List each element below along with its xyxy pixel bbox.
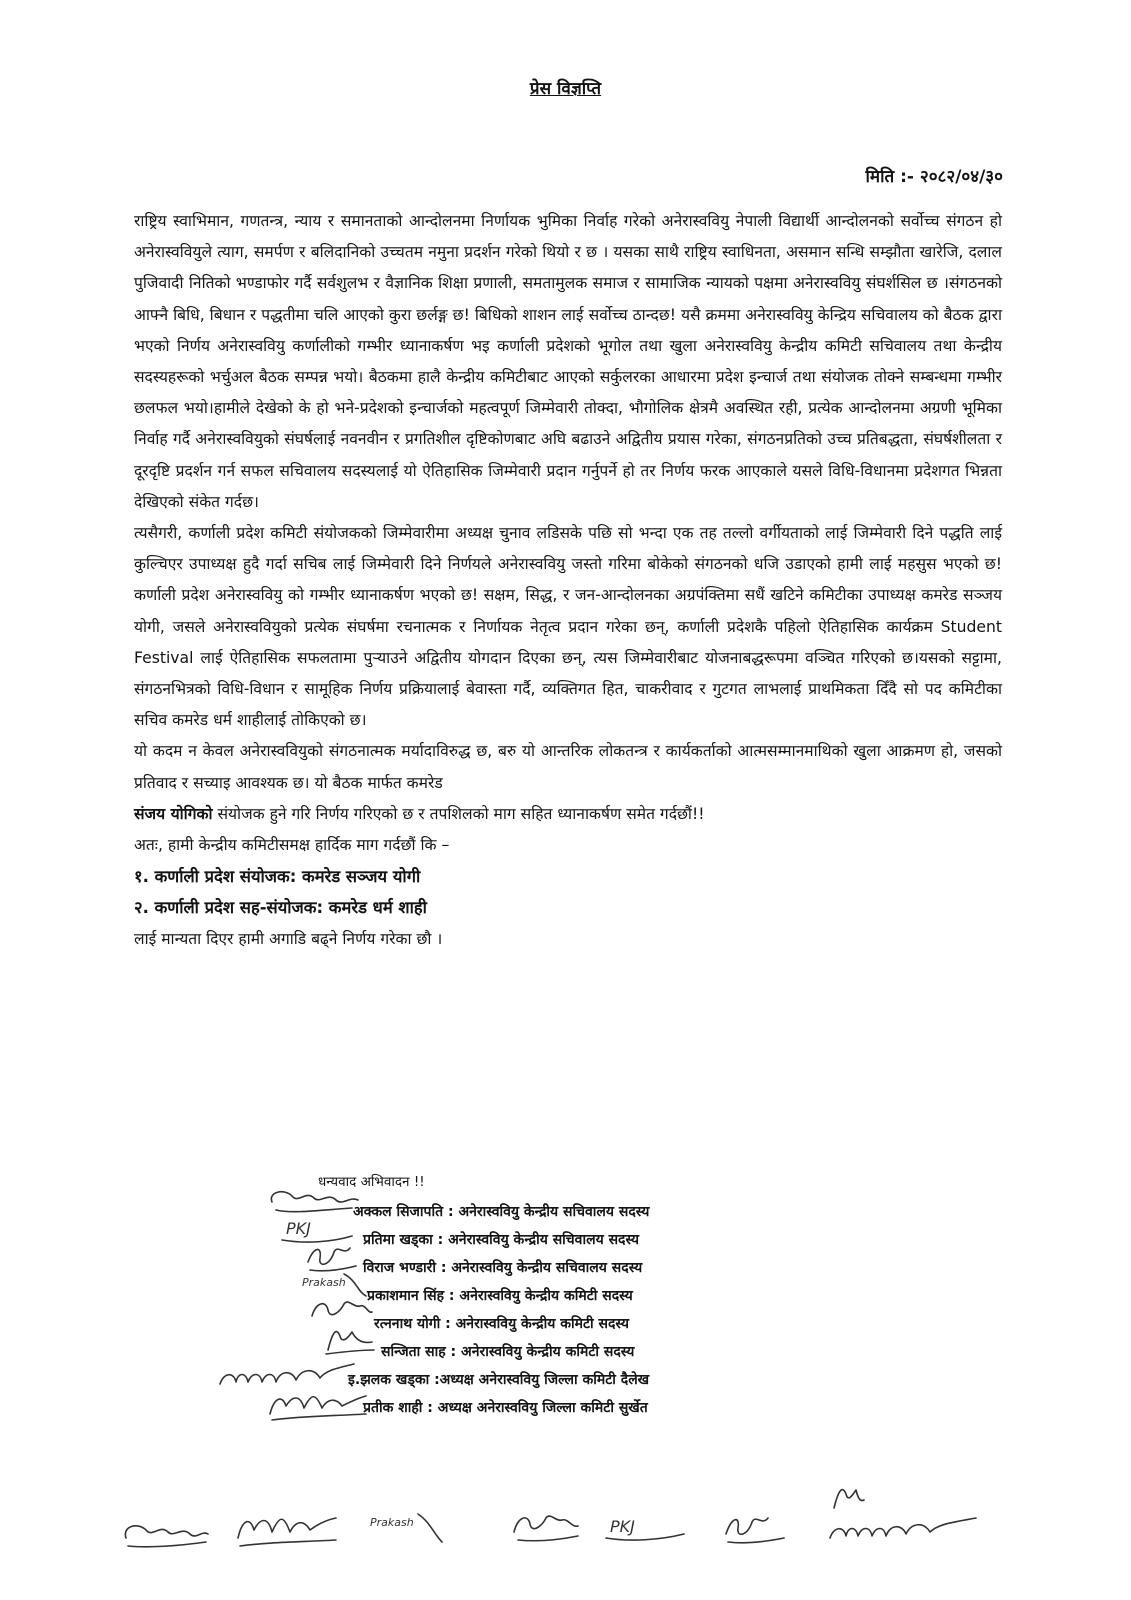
- signer-3: विराज भण्डारी : अनेरास्ववियु केन्द्रीय सचिवालय सदस्य: [363, 1260, 643, 1276]
- conclusion-text: लाई मान्यता दिएर हामी अगाडि बढ्ने निर्णय गरेका छौ ।: [134, 929, 443, 948]
- svg-text:Prakash: Prakash: [302, 1276, 346, 1289]
- svg-text:PKJ: PKJ: [610, 1517, 635, 1536]
- document-title: प्रेस विज्ञप्ति: [529, 79, 602, 99]
- svg-text:Prakash: Prakash: [370, 1516, 414, 1529]
- bottom-signature-3: [508, 1506, 584, 1546]
- svg-text:PKJ: PKJ: [286, 1219, 311, 1238]
- demand-2: २. कर्णाली प्रदेश सह-संयोजक: कमरेड धर्म शाही: [134, 898, 427, 918]
- paragraph-3-tail: संयोजक हुने गरि निर्णय गरिएको छ र तपशिलको माग सहित ध्यानाकर्षण समेत गर्दछौं!!: [212, 804, 705, 823]
- paragraph-4: अतः, हामी केन्द्रीय कमिटीसमक्ष हार्दिक माग गर्दछौं कि –: [134, 836, 450, 855]
- closing-greeting: धन्यवाद अभिवादन !!: [318, 1174, 425, 1190]
- demand-1: १. कर्णाली प्रदेश संयोजक: कमरेड सञ्जय योगी: [134, 867, 421, 887]
- signature-scribble-4: [318, 1320, 378, 1356]
- bottom-signature-5: [826, 1480, 866, 1514]
- signer-8: प्रतीक शाही : अध्यक्ष अनेरास्ववियु जिल्ला कमिटी सुर्खेत: [363, 1400, 648, 1416]
- bottom-signature-2: [230, 1506, 340, 1550]
- bottom-signature-4: [718, 1506, 790, 1546]
- paragraph-3-bold-name: संजय योगिको: [134, 804, 213, 823]
- paragraph-1: राष्ट्रिय स्वाभिमान, गणतन्त्र, न्याय र समानताको आन्दोलनमा निर्णायक भुमिका निर्वाह गरेको अनेरास्ववियु नेपाली विद्यार्थी आन्दोलनको सर्वोच्च संगठन हो अनेरास्ववियुले त्याग, समर्पण र बलिदानिको उच्चतम नमुना प्रदर्शन गरेको थियो र छ । यसका साथै राष्ट्रिय स्वाधिनता, असमान सन्धि सम्झौता खारेजि, दलाल पुजिवादी नितिको भण्डाफोर गर्दै सर्वशुलभ र वैज्ञानिक शिक्षा प्रणाली, समतामुलक समाज र सामाजिक न्यायको पक्षमा अनेरास्ववियु संघर्शसिल छ ।संगठनको आफ्नै बिधि, बिधान र पद्धतीमा चलि आएको कुरा छर्लङ्ग छ! बिधिको शाशन लाई सर्वोच्च ठान्दछ! यसै क्रममा अनेरास्ववियु केन्द्रिय सचिवालय को बैठक द्वारा भएको निर्णय अनेरास्ववियु कर्णालीको गम्भीर ध्यानाकर्षण भइ कर्णाली प्रदेशको भूगोल तथा खुला अनेरास्ववियु केन्द्रीय कमिटी सचिवालय तथा केन्द्रीय सदस्यहरूको भर्चुअल बैठक सम्पन्न भयो। बैठकमा हालै केन्द्रीय कमिटीबाट आएको सर्कुलरका आधारमा प्रदेश इन्चार्ज तथा संयोजक तोक्ने सम्बन्धमा गम्भीर छलफल भयो।हामीले देखेको के हो भने-प्रदेशको इन्चार्जको महत्वपूर्ण जिम्मेवारी तोक्दा, भौगोलिक क्षेत्रमै अवस्थित रही, प्रत्येक आन्दोलनमा अग्रणी भूमिका निर्वाह गर्दै अनेरास्ववियुको संघर्षलाई नवनवीन र प्रगतिशील दृष्टिकोणबाट अघि बढाउने अद्वितीय प्रयास गरेका, संगठनप्रतिको उच्च प्रतिबद्धता, संघर्षशीलता र दूरदृष्टि प्रदर्शन गर्न सफल सचिवालय सदस्यलाई यो ऐतिहासिक जिम्मेवारी प्रदान गर्नुपर्ने हो तर निर्णय फरक आएकाले यसले विधि-विधानमा प्रदेशगत भिन्नता देखिएको संकेत गर्दछ।: [134, 212, 1002, 511]
- document-date: मिति :- २०८२/०४/३०: [865, 167, 1003, 187]
- signer-2: प्रतिमा खड्का : अनेरास्ववियु केन्द्रीय सचिवालय सदस्य: [363, 1232, 640, 1248]
- signer-1: अक्कल सिजापति : अनेरास्ववियु केन्द्रीय सचिवालय सदस्य: [353, 1204, 650, 1220]
- signer-7: इ.झलक खड्का :अध्यक्ष अनेरास्ववियु जिल्ला कमिटी दैलेख: [348, 1372, 650, 1388]
- signature-scribble-6: [262, 1384, 372, 1424]
- signer-5: रत्ननाथ योगी : अनेरास्ववियु केन्द्रीय कमिटी सदस्य: [374, 1316, 629, 1332]
- bottom-signature-6: [822, 1512, 982, 1552]
- paragraph-3: [134, 736, 1002, 830]
- signer-4: प्रकाशमान सिंह : अनेरास्ववियु केन्द्रीय कमिटी सदस्य: [367, 1288, 633, 1304]
- paragraph-2: त्यसैगरी, कर्णाली प्रदेश कमिटी संयोजकको जिम्मेवारीमा अध्यक्ष चुनाव लडिसके पछि सो भन्दा एक तह तल्लो वर्गीयताको लाई जिम्मेवारी दिने पद्धति लाई कुल्चिएर उपाध्यक्ष हुदै गर्दा सचिब लाई जिम्मेवारी दिने निर्णयले अनेरास्ववियु जस्तो गरिमा बोकेको संगठनको धजि उडाएको हामी लाई महसुस भएको छ! कर्णाली प्रदेश अनेरास्ववियु को गम्भीर ध्यानाकर्षण भएको छ! सक्षम, सिद्ध, र जन-आन्दोलनका अग्रपंक्तिमा सधैं खटिने कमिटीका उपाध्यक्ष कमरेड सञ्जय योगी, जसले अनेरास्ववियुको प्रत्येक संघर्षमा रचनात्मक र निर्णायक नेतृत्व प्रदान गरेका छन्, कर्णाली प्रदेशकै पहिलो ऐतिहासिक कार्यक्रम Student Festival लाई ऐतिहासिक सफलतामा पुर्‍याउने अद्वितीय योगदान दिएका छन्, त्यस जिम्मेवारीबाट योजनाबद्धरूपमा वञ्चित गरिएको छ।यसको सट्टामा, संगठनभित्रको विधि-विधान र सामूहिक निर्णय प्रक्रियालाई बेवास्ता गर्दै, व्यक्तिगत हित, चाकरीवाद र गुटगत लाभलाई प्राथमिकता दिँदै सो पद कमिटीका सचिव कमरेड धर्म शाहीलाई तोकिएको छ।: [134, 524, 1002, 730]
- paragraph-3-text: यो कदम न केवल अनेरास्ववियुको संगठनात्मक मर्यादाविरुद्ध छ, बरु यो आन्तरिक लोकतन्त्र र कार्यकर्ताको आत्मसम्मानमाथिको खुला आक्रमण हो, जसको प्रतिवाद र सच्याइ आवश्यक छ। यो बैठक मार्फत कमरेड: [134, 742, 1002, 792]
- bottom-signature-1: [118, 1514, 210, 1554]
- bottom-signature-pkj: [600, 1510, 688, 1548]
- body-text: [134, 206, 1002, 955]
- signer-6: सन्जिता साह : अनेरास्ववियु केन्द्रीय कमिटी सदस्य: [381, 1344, 635, 1360]
- bottom-signature-prakash: [368, 1504, 460, 1548]
